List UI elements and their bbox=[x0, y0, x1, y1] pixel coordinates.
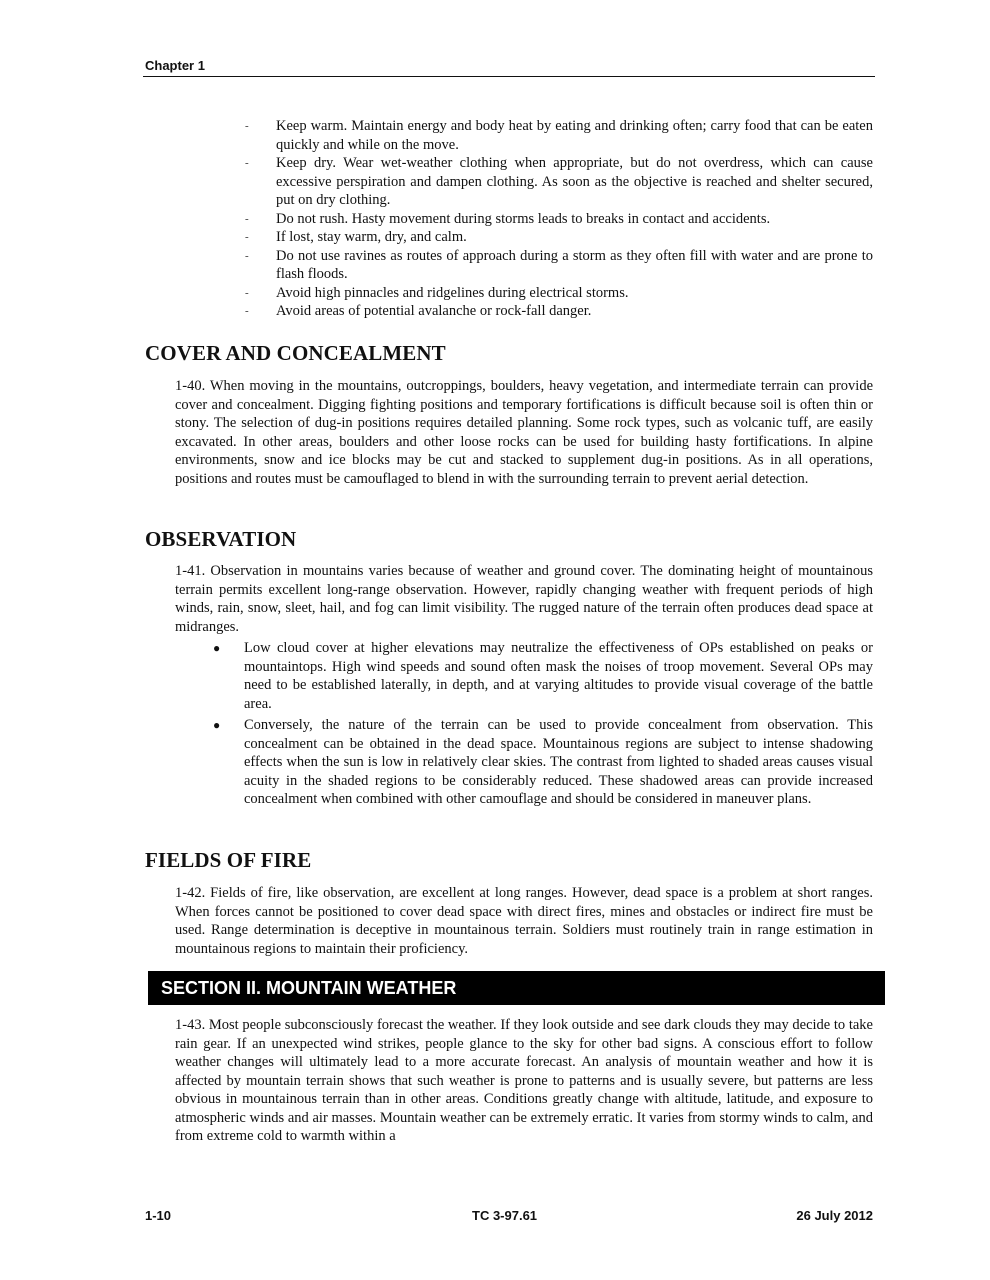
heading-fields-of-fire: FIELDS OF FIRE bbox=[145, 848, 312, 872]
bullet-marker: ● bbox=[213, 718, 221, 732]
list-item bbox=[245, 117, 873, 154]
list-item bbox=[245, 154, 873, 210]
observation-bullet-list bbox=[213, 639, 873, 812]
list-item-text: Avoid areas of potential avalanche or rock-fall danger. bbox=[276, 303, 592, 319]
dash-marker: - bbox=[245, 249, 249, 262]
list-item-text: Conversely, the nature of the terrain can be used to provide concealment from observation. This concealment can be obtained in the dead space. Mountainous regions are subject to intense shadowing effects when the sun is low in relatively clear skies. The contrast from lighted to shaded areas causes visual acuity in the shaded regions to be considerably reduced. These shadowed areas can provide increased concealment when combined with other camouflage and should be considered in maneuver plans. bbox=[244, 717, 873, 807]
section-ii-banner: SECTION II. MOUNTAIN WEATHER bbox=[148, 971, 885, 1005]
list-item bbox=[245, 284, 873, 303]
list-item-text: Low cloud cover at higher elevations may neutralize the effectiveness of OPs established on peaks or mountaintops. High wind speeds and sound often mask the noises of troop movement. Several OPs may need to be established laterally, in depth, and at varying altitudes to provide visual coverage of the battle area. bbox=[244, 640, 873, 712]
list-item bbox=[245, 210, 873, 229]
list-item-text: If lost, stay warm, dry, and calm. bbox=[276, 229, 467, 245]
list-item bbox=[245, 302, 873, 321]
list-item bbox=[213, 716, 873, 809]
running-header-chapter: Chapter 1 bbox=[145, 58, 205, 73]
paragraph-1-41: 1-41. Observation in mountains varies because of weather and ground cover. The dominating height of mountainous terrain permits excellent long-range observation. However, rapidly changing weather with frequent periods of high winds, rain, snow, sleet, hail, and fog can limit visibility. The rugged nature of the terrain often produces dead space at midranges. bbox=[175, 563, 873, 635]
paragraph-1-43: 1-43. Most people subconsciously forecast the weather. If they look outside and see dark clouds they may decide to take rain gear. If an unexpected wind strikes, people glance to the sky for other bad signs. A conscious effort to follow weather changes will ultimately lead to a more accurate forecast. An analysis of mountain weather and how it is affected by mountain terrain shows that such weather is prone to patterns and is usually severe, but patterns are less obvious in mountainous terrain than in other areas. Conditions greatly change with altitude, latitude, and exposure to atmospheric winds and air masses. Mountain weather can be extremely erratic. It varies from stormy winds to calm, and from extreme cold to warmth within a bbox=[175, 1017, 873, 1144]
list-item bbox=[245, 228, 873, 247]
footer-page-number: 1-10 bbox=[145, 1208, 172, 1223]
list-item-text: Keep warm. Maintain energy and body heat by eating and drinking often; carry food that can be eaten quickly and while on the move. bbox=[276, 118, 873, 153]
dash-marker: - bbox=[245, 212, 249, 225]
dash-marker: - bbox=[245, 305, 249, 317]
paragraph-1-40: 1-40. When moving in the mountains, outcroppings, boulders, heavy vegetation, and intermediate terrain can provide cover and concealment. Digging fighting positions and temporary fortifications is difficult because soil is often thin or stony. The selection of dug-in positions requires detailed planning. Some rock types, such as volcanic tuff, are easily excavated. In other areas, boulders and other loose rocks can be used for building hasty fortifications. In alpine environments, snow and ice blocks may be cut and stacked to supplement dug-in positions. As in all operations, positions and routes must be camouflaged to blend in with the surrounding terrain to prevent aerial detection. bbox=[175, 378, 873, 487]
list-item-text: Keep dry. Wear wet-weather clothing when appropriate, but do not overdress, which can cause excessive perspiration and dampen clothing. As soon as the objective is reached and shelter secured, put on dry clothing. bbox=[276, 155, 873, 208]
header-rule bbox=[143, 76, 875, 77]
dash-marker: - bbox=[245, 286, 249, 299]
dash-marker: - bbox=[245, 120, 249, 132]
heading-cover-and-concealment: COVER AND CONCEALMENT bbox=[145, 341, 446, 365]
list-item-text: Avoid high pinnacles and ridgelines during electrical storms. bbox=[276, 284, 629, 301]
footer-date: 26 July 2012 bbox=[796, 1208, 873, 1223]
heading-observation: OBSERVATION bbox=[145, 527, 297, 551]
bullet-marker: ● bbox=[213, 641, 221, 655]
list-item-text: Do not use ravines as routes of approach during a storm as they often fill with water and are prone to flash floods. bbox=[276, 247, 873, 282]
safety-dash-list bbox=[245, 117, 873, 321]
dash-marker: - bbox=[245, 157, 249, 169]
paragraph-1-42: 1-42. Fields of fire, like observation, are excellent at long ranges. However, dead space is a problem at short ranges. When forces cannot be positioned to cover dead space with direct fires, mines and obstacles or indirect fire must be used. Range determination is deceptive in mountainous terrain. Soldiers must routinely train in range estimation in mountainous regions to maintain their proficiency. bbox=[175, 885, 873, 957]
list-item-text: Do not rush. Hasty movement during storms leads to breaks in contact and accidents. bbox=[276, 210, 771, 227]
list-item bbox=[245, 247, 873, 284]
list-item bbox=[213, 639, 873, 713]
footer-document-id: TC 3-97.61 bbox=[472, 1208, 538, 1223]
dash-marker: - bbox=[245, 231, 249, 243]
